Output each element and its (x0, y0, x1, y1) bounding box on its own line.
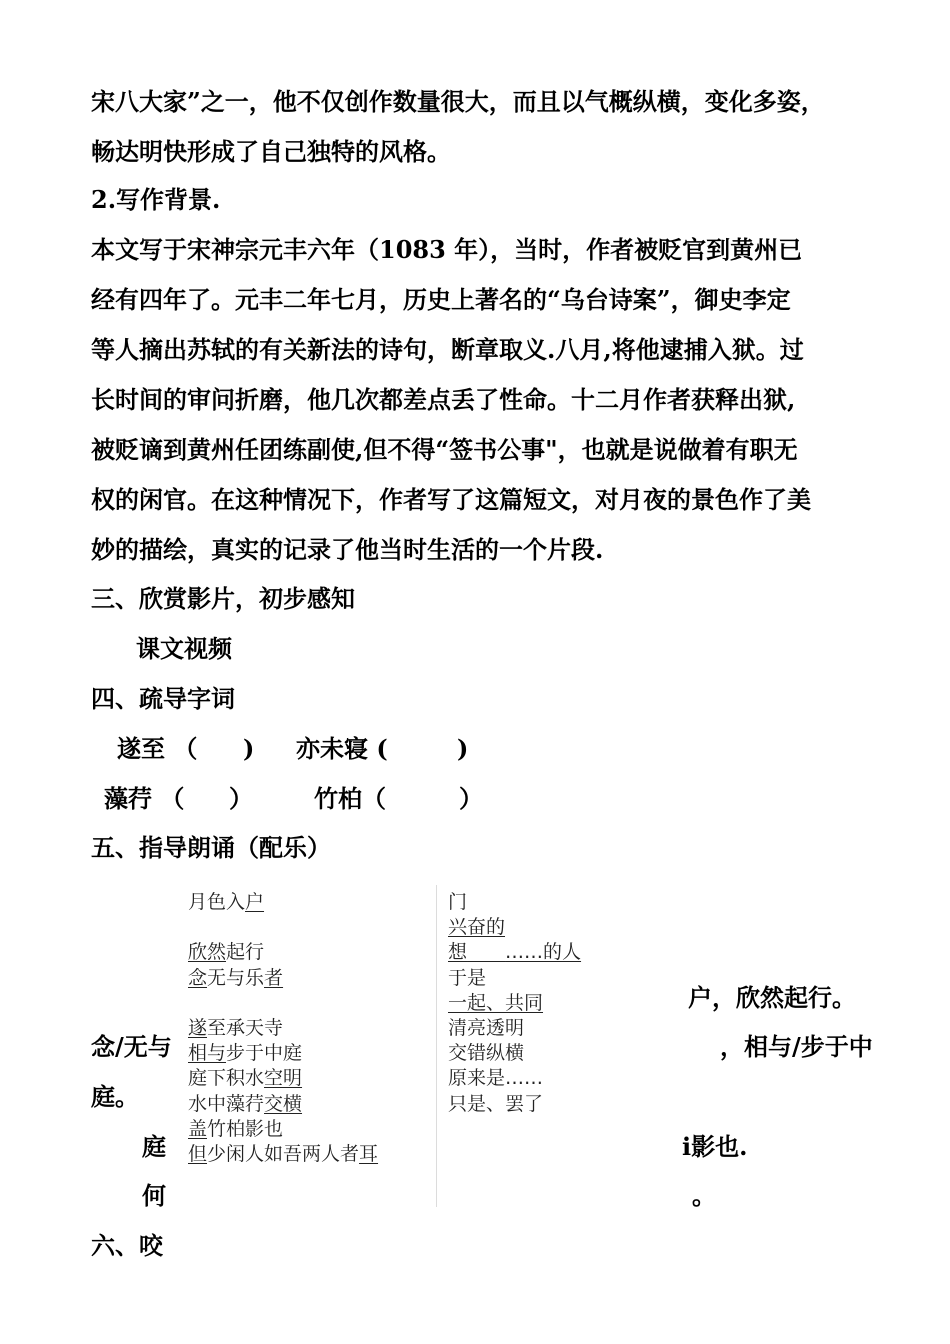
annotation-line (448, 966, 486, 991)
annotation-text: 原来是…… (448, 1067, 544, 1090)
text-fragment: 。 (692, 1181, 716, 1210)
annotation-line (448, 1066, 543, 1091)
annotation-text: 水中藻荇 (188, 1092, 265, 1115)
text-fragment: 庭。 (91, 1082, 139, 1111)
paragraph-line: 权的闲官。在这种情况下，作者写了这篇短文，对月夜的景色作了美 (91, 485, 811, 514)
annotation-text: 清亮透明 (448, 1017, 525, 1039)
annotation-text: 于是 (448, 966, 487, 989)
annotation-line (188, 890, 264, 915)
annotation-line (188, 1066, 302, 1091)
vocab-close: ） (229, 784, 253, 813)
text-fragment: 庭 (142, 1132, 166, 1161)
annotation-line (188, 1142, 378, 1167)
annotation-text: 起行 (226, 941, 265, 964)
annotation-text: 交错纵横 (448, 1042, 525, 1065)
text-fragment: ，相与/步于中 (720, 1032, 873, 1061)
underlined-word: 想 (448, 941, 468, 964)
annotation-text: 竹柏影也 (207, 1117, 284, 1140)
annotation-line (448, 890, 467, 915)
text-fragment: 念/无与 (91, 1032, 172, 1061)
vocab-item: 藻荇 （ (104, 784, 185, 813)
annotation-text: 门 (448, 891, 468, 913)
section-heading-5: 五、指导朗诵（配乐） (91, 833, 331, 862)
underlined-word: 耳 (359, 1143, 379, 1165)
underlined-word (467, 941, 505, 963)
annotation-panel-left (176, 885, 444, 1207)
annotation-line (448, 991, 543, 1016)
underlined-word: ……的人 (505, 941, 582, 964)
paragraph-line: 等人摘出苏轼的有关新法的诗句，断章取义.八月,将他逮捕入狱。过 (91, 335, 804, 364)
video-item: 课文视频 (136, 634, 232, 663)
underlined-word: 欣然 (188, 941, 227, 964)
annotation-text: 少闲人如吾两人者 (207, 1143, 360, 1165)
annotation-line (188, 1092, 302, 1117)
vocab-item: 遂至 （ (117, 734, 198, 763)
annotation-text: 至承天寺 (207, 1017, 284, 1039)
underlined-word: 空明 (264, 1067, 303, 1090)
paragraph-line: 畅达明快形成了自己独特的风格。 (91, 137, 451, 166)
underlined-word: 相与 (188, 1042, 227, 1065)
underlined-word: 一起、共同 (448, 991, 544, 1014)
annotation-line (448, 1041, 524, 1066)
paragraph-line: 经有四年了。元丰二年七月，历史上著名的“乌台诗案”，御史李定 (91, 285, 791, 314)
underlined-word: 交横 (264, 1092, 303, 1115)
text-fragment: 何 (142, 1181, 166, 1210)
section-heading-3: 三、欣赏影片，初步感知 (91, 584, 355, 613)
annotation-text: 只是、罢了 (448, 1092, 544, 1115)
section-heading-4: 四、疏导字词 (91, 684, 235, 713)
annotation-line (448, 1016, 524, 1041)
underlined-word: 户 (245, 891, 265, 913)
underlined-word: 遂 (188, 1017, 208, 1039)
annotation-text: 无与乐 (207, 966, 265, 989)
annotation-line (448, 940, 581, 965)
annotation-line (188, 1117, 283, 1142)
underlined-word: 盖 (188, 1117, 208, 1140)
text-fragment: 户，欣然起行。 (688, 983, 856, 1012)
vocab-item: 竹柏（ (314, 784, 386, 813)
subheading-background: 2.写作背景. (91, 185, 221, 214)
annotation-line (188, 1016, 283, 1041)
annotation-panel-right (436, 885, 688, 1120)
paragraph-line: 长时间的审问折磨，他几次都差点丢了性命。十二月作者获释出狱, (91, 385, 796, 414)
paragraph-line: 宋八大家”之一，他不仅创作数量很大，而且以气概纵横，变化多姿， (91, 87, 825, 116)
vocab-close: ) (457, 734, 469, 763)
underlined-word: 但 (188, 1143, 208, 1165)
paragraph-line: 被贬谪到黄州任团练副使,但不得“签书公事"，也就是说做着有职无 (91, 435, 798, 464)
paragraph-line: 妙的描绘，真实的记录了他当时生活的一个片段. (91, 535, 604, 564)
section-heading-6: 六、咬 (91, 1231, 163, 1260)
annotation-text: 月色入 (188, 891, 246, 913)
underlined-word: 兴奋的 (448, 916, 506, 939)
text-fragment: i影也. (682, 1132, 748, 1161)
vocab-close: ） (459, 784, 483, 813)
annotation-line (188, 966, 283, 991)
underlined-word: 念 (188, 966, 208, 989)
annotation-line (188, 940, 264, 965)
annotation-line (448, 1092, 543, 1117)
annotation-text: 庭下积水 (188, 1067, 265, 1090)
annotation-text: 步于中庭 (226, 1042, 303, 1065)
annotation-line (188, 1041, 302, 1066)
annotation-line (448, 915, 505, 940)
paragraph-line: 本文写于宋神宗元丰六年（1083 年），当时，作者被贬官到黄州已 (91, 235, 803, 264)
panel-divider (436, 885, 437, 1207)
vocab-item: 亦未寝 ( (296, 734, 388, 763)
vocab-close: ) (243, 734, 255, 763)
underlined-word: 者 (264, 966, 284, 989)
